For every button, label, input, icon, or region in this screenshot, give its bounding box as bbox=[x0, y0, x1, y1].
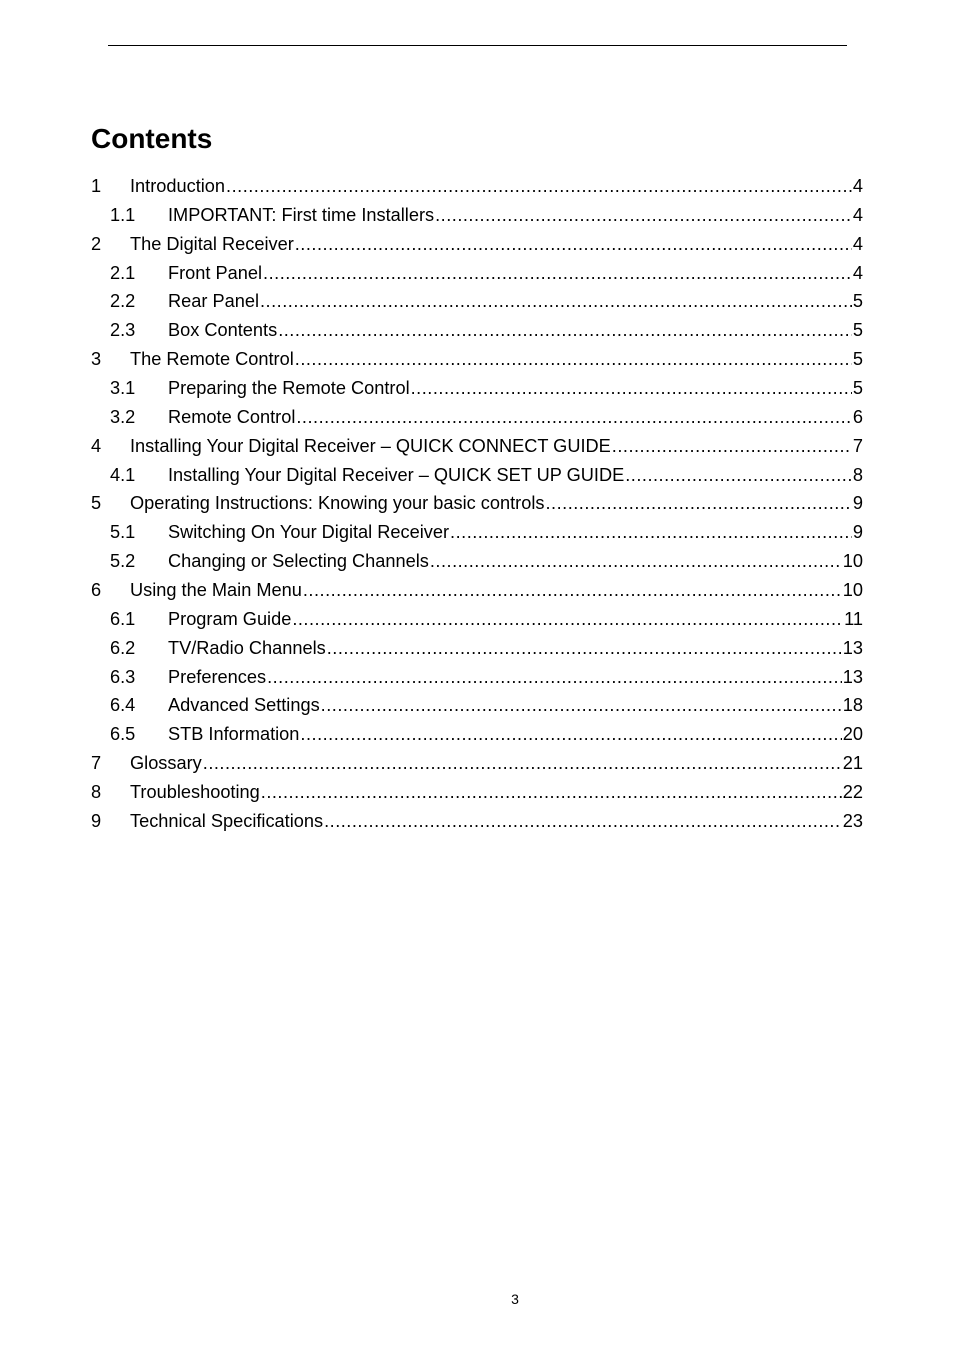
toc-entry-title: Installing Your Digital Receiver – QUICK CONNECT GUIDE bbox=[130, 435, 611, 456]
toc-entry-number: 6.5 bbox=[110, 724, 136, 745]
toc-dot-leader bbox=[430, 547, 842, 576]
toc-entry-page: 13 bbox=[842, 666, 863, 687]
toc-entry-title: Box Contents bbox=[168, 320, 278, 341]
table-of-contents bbox=[91, 172, 863, 836]
toc-entry-title: Preparing the Remote Control bbox=[168, 378, 410, 399]
toc-entry-title: Technical Specifications bbox=[130, 810, 324, 831]
toc-entry-number: 8 bbox=[91, 782, 102, 803]
toc-entry-number: 1 bbox=[91, 176, 102, 196]
toc-entry[interactable] bbox=[91, 807, 863, 836]
toc-entry-page: 4 bbox=[852, 233, 863, 254]
toc-entry[interactable] bbox=[91, 230, 863, 259]
toc-entry[interactable] bbox=[91, 287, 863, 316]
toc-dot-leader bbox=[261, 778, 842, 807]
toc-entry-number: 2 bbox=[91, 233, 102, 254]
toc-dot-leader bbox=[612, 432, 852, 461]
toc-entry-page: 9 bbox=[852, 522, 863, 543]
toc-entry[interactable] bbox=[91, 403, 863, 432]
toc-entry-page: 13 bbox=[842, 637, 863, 658]
toc-entry-page: 5 bbox=[852, 378, 863, 399]
toc-entry-page: 5 bbox=[852, 291, 863, 312]
toc-entry-title: Remote Control bbox=[168, 406, 296, 427]
toc-entry-number: 3.1 bbox=[110, 378, 136, 399]
toc-entry-number: 3 bbox=[91, 349, 102, 370]
toc-entry-page: 11 bbox=[844, 608, 863, 629]
toc-entry-title: Introduction bbox=[130, 176, 226, 196]
toc-dot-leader bbox=[226, 172, 852, 201]
toc-entry-number: 3.2 bbox=[110, 406, 136, 427]
toc-entry-title: Preferences bbox=[168, 666, 267, 687]
toc-dot-leader bbox=[300, 720, 841, 749]
toc-entry-page: 9 bbox=[852, 493, 863, 514]
toc-entry-page: 6 bbox=[852, 406, 863, 427]
toc-entry-number: 7 bbox=[91, 753, 102, 774]
toc-dot-leader bbox=[278, 316, 852, 345]
toc-entry-title: IMPORTANT: First time Installers bbox=[168, 204, 435, 225]
toc-dot-leader bbox=[263, 259, 852, 288]
toc-dot-leader bbox=[545, 489, 851, 518]
toc-dot-leader bbox=[324, 807, 842, 836]
toc-entry-title: Glossary bbox=[130, 753, 202, 774]
toc-entry-title: Switching On Your Digital Receiver bbox=[168, 522, 450, 543]
toc-entry[interactable] bbox=[91, 749, 863, 778]
toc-entry[interactable] bbox=[91, 461, 863, 490]
toc-entry[interactable] bbox=[91, 691, 863, 720]
toc-dot-leader bbox=[303, 576, 842, 605]
toc-dot-leader bbox=[295, 230, 852, 259]
toc-entry[interactable] bbox=[91, 201, 863, 230]
header-rule bbox=[108, 45, 847, 46]
toc-entry-page: 18 bbox=[842, 695, 863, 716]
toc-entry-page: 10 bbox=[842, 580, 863, 601]
toc-entry-number: 6.2 bbox=[110, 637, 136, 658]
toc-entry-page: 5 bbox=[852, 349, 863, 370]
toc-dot-leader bbox=[327, 634, 842, 663]
page-number: 3 bbox=[511, 1291, 519, 1307]
toc-entry-title: Changing or Selecting Channels bbox=[168, 551, 429, 572]
toc-entry-title: STB Information bbox=[168, 724, 300, 745]
toc-dot-leader bbox=[435, 201, 852, 230]
toc-entry[interactable] bbox=[91, 374, 863, 403]
toc-entry[interactable] bbox=[91, 663, 863, 692]
toc-entry-number: 5 bbox=[91, 493, 102, 514]
toc-entry-number: 6 bbox=[91, 580, 102, 601]
toc-entry-title: The Remote Control bbox=[130, 349, 294, 370]
toc-entry-number: 6.3 bbox=[110, 666, 136, 687]
toc-dot-leader bbox=[411, 374, 852, 403]
toc-dot-leader bbox=[321, 691, 842, 720]
toc-entry-number: 5.2 bbox=[110, 551, 136, 572]
toc-entry-page: 23 bbox=[842, 810, 863, 831]
toc-entry-title: Advanced Settings bbox=[168, 695, 320, 716]
toc-entry-title: Operating Instructions: Knowing your basic controls bbox=[130, 493, 545, 514]
toc-entry-page: 7 bbox=[852, 435, 863, 456]
toc-entry-page: 4 bbox=[852, 262, 863, 283]
toc-entry-number: 2.1 bbox=[110, 262, 136, 283]
toc-entry-page: 22 bbox=[842, 782, 863, 803]
toc-entry[interactable] bbox=[91, 634, 863, 663]
toc-entry[interactable] bbox=[91, 720, 863, 749]
toc-entry-title: The Digital Receiver bbox=[130, 233, 294, 254]
toc-entry-number: 5.1 bbox=[110, 522, 136, 543]
toc-entry-number: 6.1 bbox=[110, 608, 136, 629]
toc-entry[interactable] bbox=[91, 432, 863, 461]
toc-entry-number: 2.3 bbox=[110, 320, 136, 341]
toc-entry-title: Troubleshooting bbox=[130, 782, 260, 803]
toc-entry-page: 8 bbox=[852, 464, 863, 485]
toc-entry[interactable] bbox=[91, 316, 863, 345]
toc-entry-number: 9 bbox=[91, 810, 102, 831]
toc-entry[interactable] bbox=[91, 345, 863, 374]
toc-entry-title: Installing Your Digital Receiver – QUICK SET UP GUIDE bbox=[168, 464, 625, 485]
toc-entry[interactable] bbox=[91, 489, 863, 518]
toc-entry[interactable] bbox=[91, 778, 863, 807]
toc-dot-leader bbox=[450, 518, 852, 547]
toc-entry-title: Front Panel bbox=[168, 262, 263, 283]
toc-entry-title: Using the Main Menu bbox=[130, 580, 302, 601]
toc-entry-number: 6.4 bbox=[110, 695, 136, 716]
toc-dot-leader bbox=[260, 287, 852, 316]
toc-entry-number: 4 bbox=[91, 435, 102, 456]
toc-dot-leader bbox=[292, 605, 843, 634]
toc-entry-title: Program Guide bbox=[168, 608, 292, 629]
toc-dot-leader bbox=[267, 663, 842, 692]
toc-entry[interactable] bbox=[91, 518, 863, 547]
toc-entry-page: 10 bbox=[842, 551, 863, 572]
toc-entry-page: 20 bbox=[842, 724, 863, 745]
page-title: Contents bbox=[91, 123, 213, 154]
toc-entry[interactable] bbox=[91, 259, 863, 288]
toc-entry-title: TV/Radio Channels bbox=[168, 637, 326, 658]
toc-dot-leader bbox=[625, 461, 852, 490]
toc-entry[interactable] bbox=[91, 172, 863, 201]
toc-entry-page: 4 bbox=[852, 176, 863, 196]
toc-dot-leader bbox=[296, 403, 852, 432]
toc-entry-page: 5 bbox=[852, 320, 863, 341]
toc-entry-page: 21 bbox=[842, 753, 863, 774]
toc-entry-title: Rear Panel bbox=[168, 291, 259, 312]
toc-entry[interactable] bbox=[91, 576, 863, 605]
toc-entry[interactable] bbox=[91, 605, 863, 634]
toc-entry-page: 4 bbox=[852, 204, 863, 225]
toc-entry-number: 2.2 bbox=[110, 291, 136, 312]
toc-entry-number: 4.1 bbox=[110, 464, 136, 485]
toc-entry[interactable] bbox=[91, 547, 863, 576]
toc-entry-number: 1.1 bbox=[110, 204, 136, 225]
toc-dot-leader bbox=[203, 749, 842, 778]
toc-dot-leader bbox=[295, 345, 852, 374]
